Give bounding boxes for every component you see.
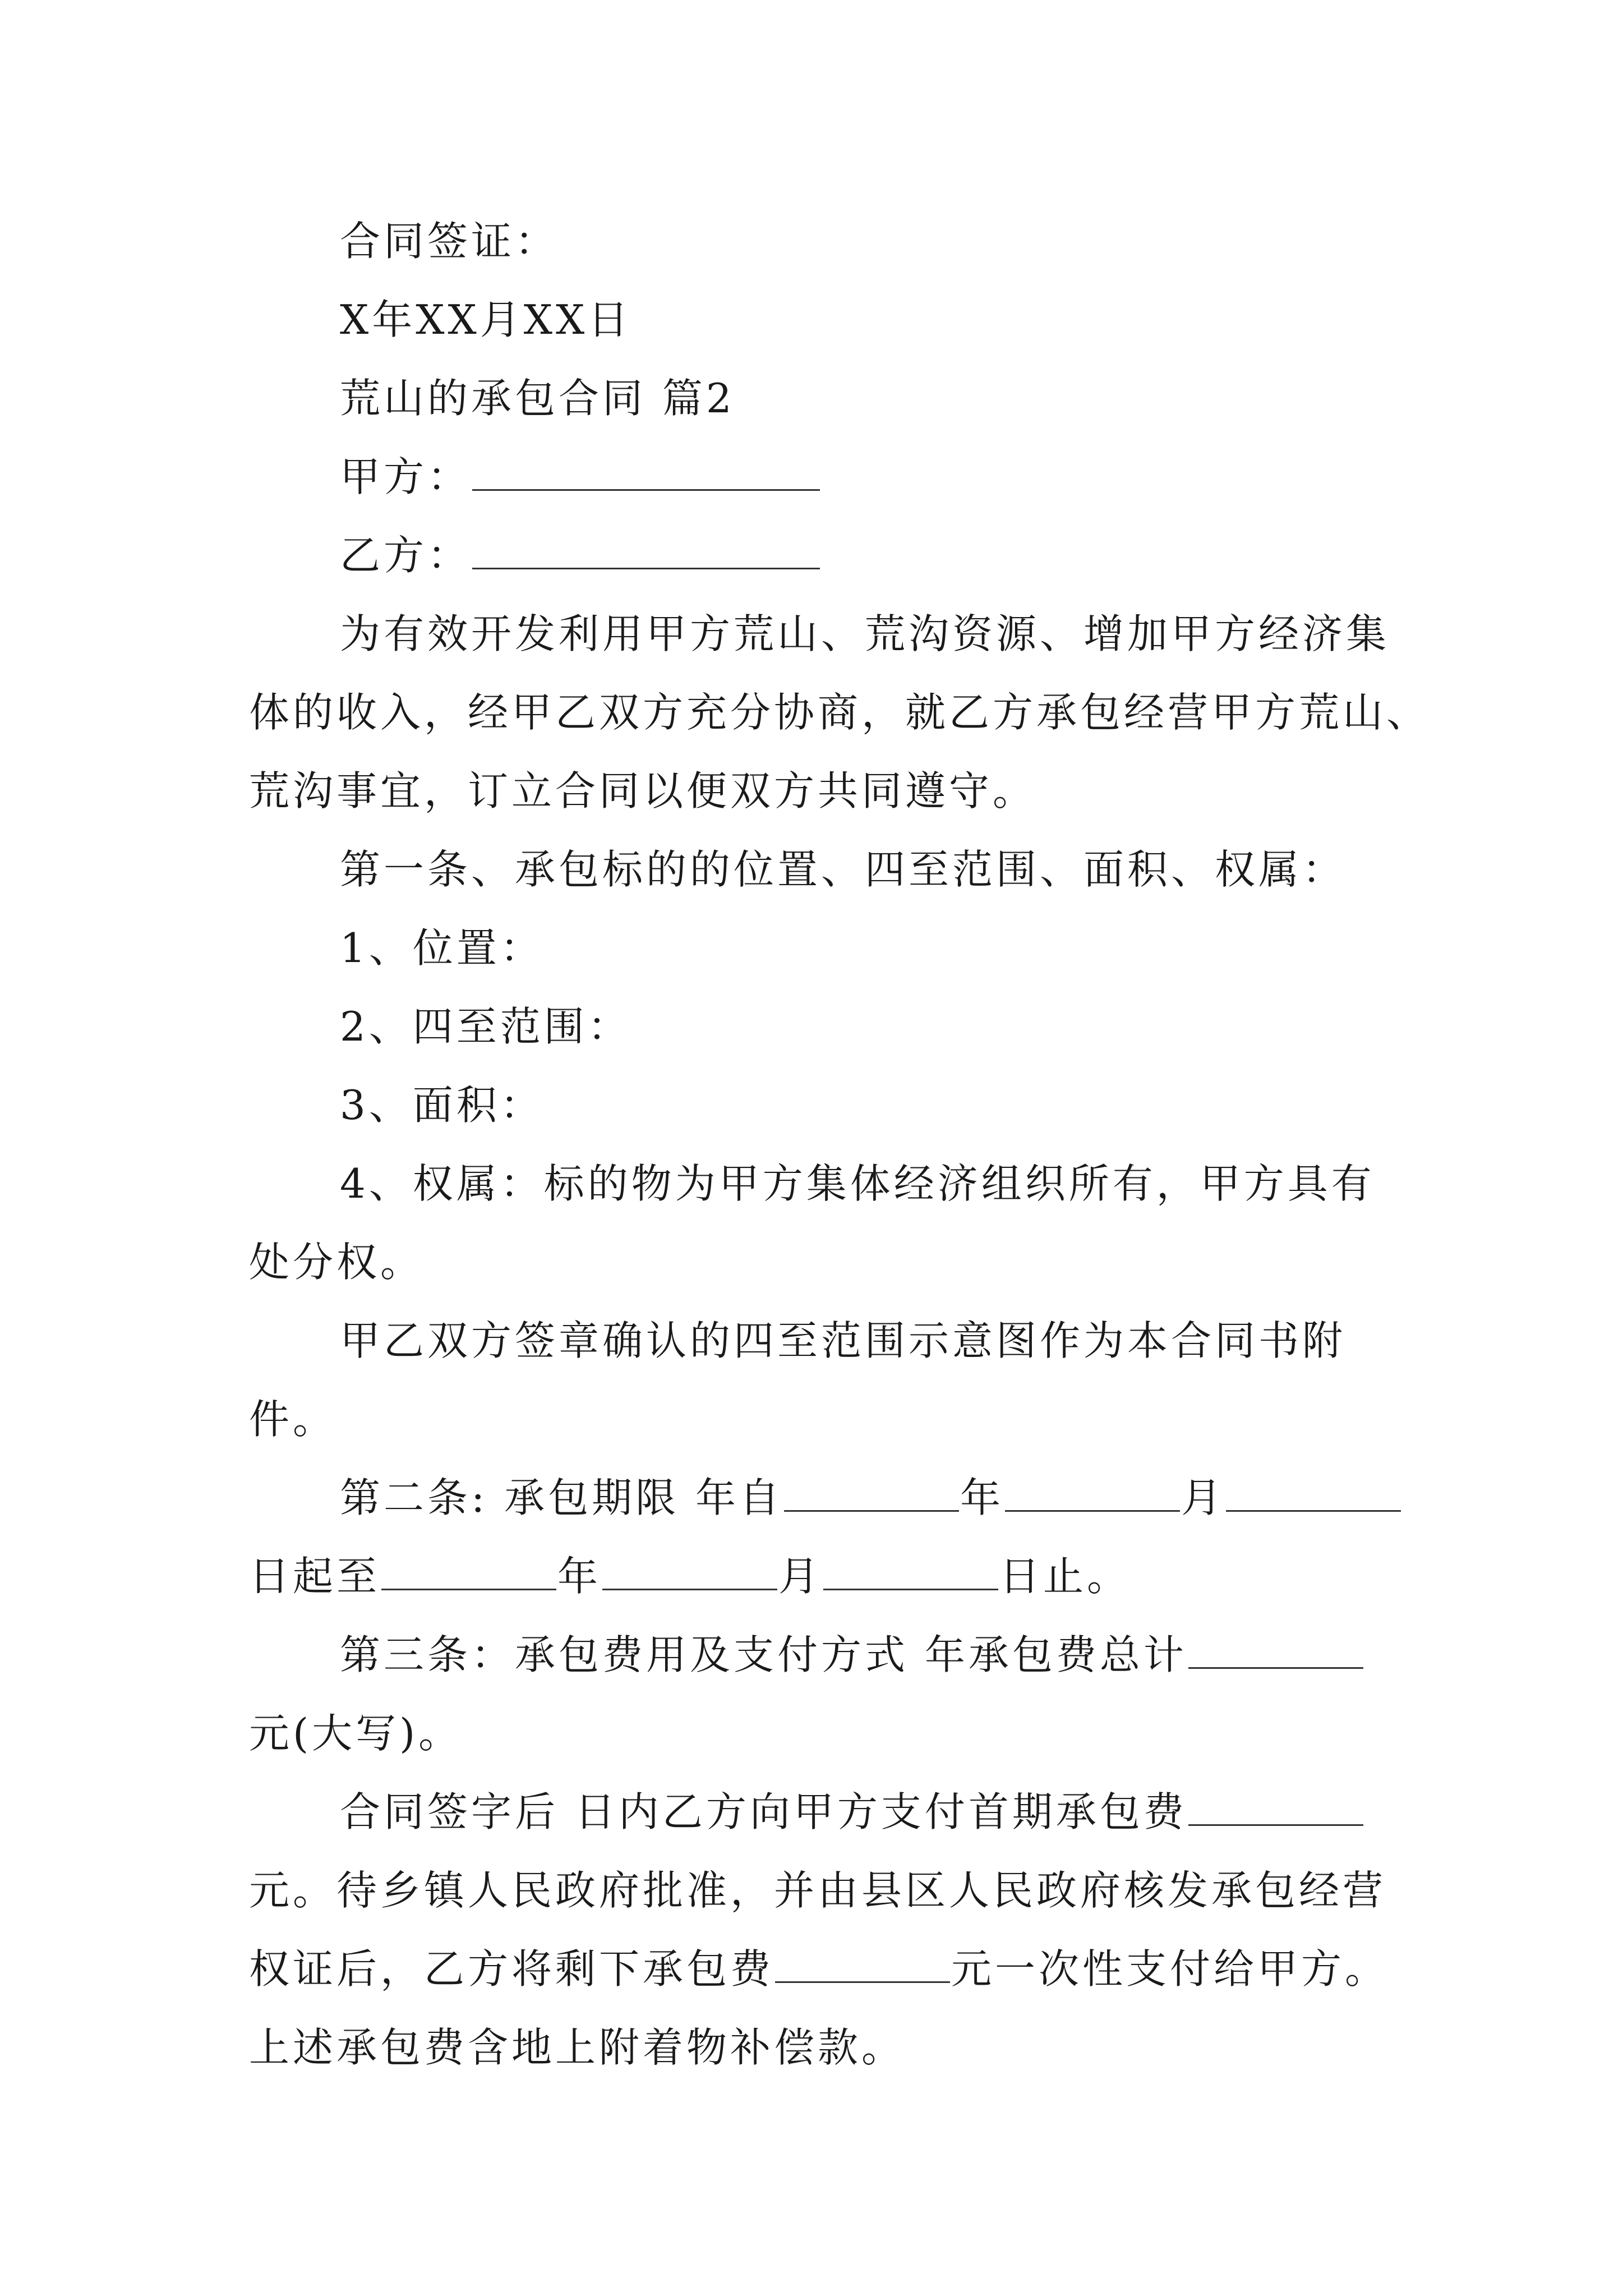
- clause-2-text-c: 月: [1181, 1474, 1225, 1521]
- payment-blank-1: [1188, 1784, 1363, 1826]
- clause-2-blank-1: [784, 1470, 959, 1512]
- party-a-row: [340, 449, 821, 505]
- payment-blank-2: [775, 1941, 950, 1983]
- clause-3-text-a: 第三条：承包费用及支付方式 年承包费总计: [340, 1631, 1187, 1678]
- clause-3-blank-1: [1188, 1627, 1363, 1669]
- party-a-label: 甲方：: [340, 453, 472, 500]
- party-a-blank: [472, 449, 820, 491]
- party-b-blank: [472, 527, 820, 569]
- payment-line-3: [249, 1941, 1389, 1997]
- clause-1-heading: 第一条、承包标的的位置、四至范围、面积、权属：: [340, 846, 1347, 893]
- payment-text-d: 元一次性支付给甲方。: [951, 1945, 1389, 1993]
- payment-line-1: [340, 1784, 1364, 1840]
- clause-2-blank-6: [823, 1548, 998, 1590]
- attachment-line-1: 甲乙双方签章确认的四至范围示意图作为本合同书附: [340, 1317, 1347, 1364]
- clause-2-text-a: 第二条: 承包期限 年自: [340, 1474, 783, 1521]
- clause-2-blank-2: [1005, 1470, 1180, 1512]
- attachment-line-2: 件。: [249, 1396, 337, 1443]
- clause-2-line-2: [249, 1548, 1131, 1604]
- clause-2-text-d: 日起至: [249, 1553, 381, 1600]
- payment-line-4: 上述承包费含地上附着物补偿款。: [249, 2024, 906, 2071]
- clause-2-blank-4: [381, 1548, 556, 1590]
- clause-1-item-1: 1、位置：: [340, 924, 544, 972]
- clause-2-text-b: 年: [960, 1474, 1004, 1521]
- section-title: 荒山的承包合同 篇2: [340, 375, 735, 422]
- clause-3-line-2: 元(大写)。: [249, 1710, 463, 1757]
- preamble-line-2: 体的收入，经甲乙双方充分协商，就乙方承包经营甲方荒山、: [249, 689, 1431, 736]
- clause-2-text-g: 日止。: [999, 1553, 1131, 1600]
- party-b-label: 乙方：: [340, 532, 472, 579]
- payment-text-c: 权证后，乙方将剩下承包费: [249, 1945, 774, 1993]
- clause-1-item-2: 2、四至范围：: [340, 1003, 631, 1050]
- clause-2-blank-3: [1226, 1470, 1401, 1512]
- clause-1-item-4-line-1: 4、权属：标的物为甲方集体经济组织所有，甲方具有: [340, 1160, 1375, 1207]
- clause-1-item-4-line-2: 处分权。: [249, 1239, 425, 1286]
- clause-2-line-1: [340, 1470, 1402, 1526]
- clause-2-blank-5: [602, 1548, 777, 1590]
- clause-3-line-1: [340, 1627, 1364, 1683]
- clause-2-text-e: 年: [557, 1553, 602, 1600]
- payment-line-2: 元。待乡镇人民政府批准，并由县区人民政府核发承包经营: [249, 1867, 1387, 1914]
- party-b-row: [340, 527, 821, 583]
- preamble-line-1: 为有效开发利用甲方荒山、荒沟资源、增加甲方经济集: [340, 610, 1390, 657]
- payment-text-a: 合同签字后 日内乙方向甲方支付首期承包费: [340, 1788, 1187, 1835]
- preamble-line-3: 荒沟事宜，订立合同以便双方共同遵守。: [249, 767, 1037, 815]
- clause-2-text-f: 月: [778, 1553, 823, 1600]
- clause-1-item-3: 3、面积：: [340, 1082, 544, 1129]
- date-line: X年XX月XX日: [340, 296, 632, 343]
- signature-label: 合同签证：: [340, 218, 559, 265]
